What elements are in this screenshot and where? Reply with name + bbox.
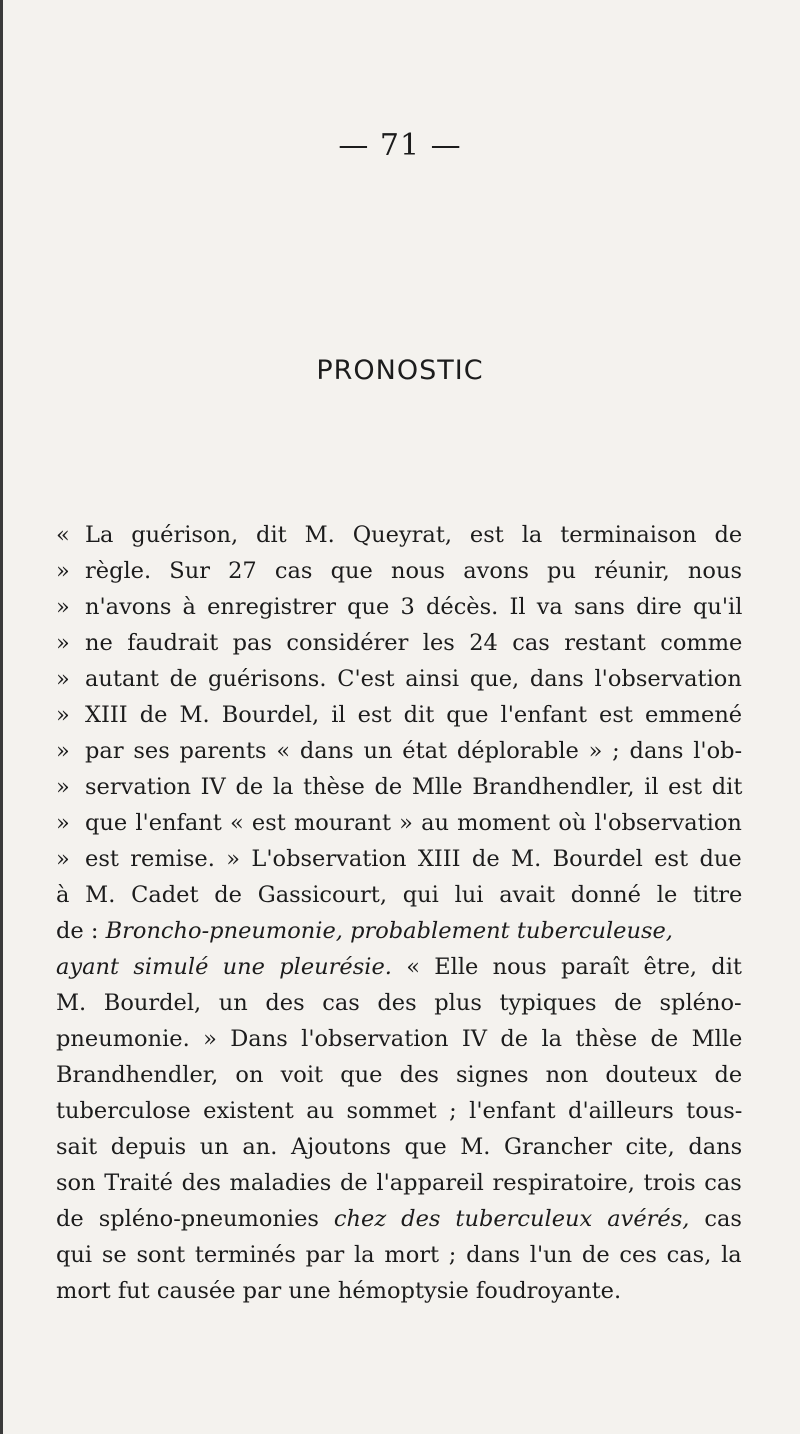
line-text-roman: de : xyxy=(56,918,106,944)
quote-mark: » xyxy=(56,810,70,836)
line-text: XIII de M. Bourdel, il est dit que l'enfant est emmené xyxy=(85,702,743,728)
line-text: servation IV de la thèse de Mlle Brandhendler, il est dit xyxy=(85,774,743,800)
quote-mark: » xyxy=(56,738,70,764)
line-text: n'avons à enregistrer que 3 décès. Il va sans dire qu'il xyxy=(85,594,743,620)
line-text-italic: chez des tuberculeux avérés, xyxy=(333,1206,690,1232)
quote-mark: » xyxy=(56,702,70,728)
quote-mark: « xyxy=(56,522,70,548)
line-text: qui se sont terminés par la mort ; dans l'un de ces cas, la xyxy=(56,1242,742,1268)
page-edge xyxy=(0,0,3,1434)
line-text: règle. Sur 27 cas que nous avons pu réunir, nous xyxy=(85,558,743,584)
quote-mark: » xyxy=(56,558,70,584)
quote-mark: » xyxy=(56,846,70,872)
line-text: que l'enfant « est mourant » au moment où l'observation xyxy=(85,810,742,836)
line-text xyxy=(56,950,742,985)
line-text: tuberculose existent au sommet ; l'enfant d'ailleurs tous- xyxy=(56,1098,743,1124)
line-text: Brandhendler, on voit que des signes non douteux de xyxy=(56,1062,743,1088)
quote-mark: » xyxy=(56,666,70,692)
line-text-italic: ayant simulé une pleurésie. xyxy=(56,954,392,980)
section-title: PRONOSTIC xyxy=(316,355,484,386)
line-text: La guérison, dit M. Queyrat, est la terminaison de xyxy=(85,522,743,548)
line-text: autant de guérisons. C'est ainsi que, dans l'observation xyxy=(85,666,742,692)
line-text: ne faudrait pas considérer les 24 cas restant comme xyxy=(85,630,743,656)
quote-mark: » xyxy=(56,630,70,656)
line-text xyxy=(56,1202,742,1237)
line-text: à M. Cadet de Gassicourt, qui lui avait donné le titre xyxy=(56,882,743,908)
quote-mark: » xyxy=(56,594,70,620)
page-number: — 71 — xyxy=(338,128,462,163)
line-text: sait depuis un an. Ajoutons que M. Grancher cite, dans xyxy=(56,1134,743,1160)
line-text: mort fut causée par une hémoptysie foudroyante. xyxy=(56,1278,622,1304)
line-text-roman: de spléno-pneumonies xyxy=(56,1206,334,1232)
line-text: pneumonie. » Dans l'observation IV de la thèse de Mlle xyxy=(56,1026,743,1052)
line-text: par ses parents « dans un état déplorable » ; dans l'ob- xyxy=(85,738,743,764)
line-text-roman: cas xyxy=(689,1206,742,1232)
line-text-italic: Broncho-pneumonie, probablement tuberculeuse, xyxy=(105,918,673,944)
line-text: son Traité des maladies de l'appareil respiratoire, trois cas xyxy=(56,1170,742,1196)
line-text-roman: « Elle nous paraît être, dit xyxy=(391,954,742,980)
line-text xyxy=(56,914,673,949)
quote-mark: » xyxy=(56,774,70,800)
line-text: est remise. » L'observation XIII de M. Bourdel est due xyxy=(85,846,742,872)
line-text: M. Bourdel, un des cas des plus typiques de spléno- xyxy=(56,990,742,1016)
